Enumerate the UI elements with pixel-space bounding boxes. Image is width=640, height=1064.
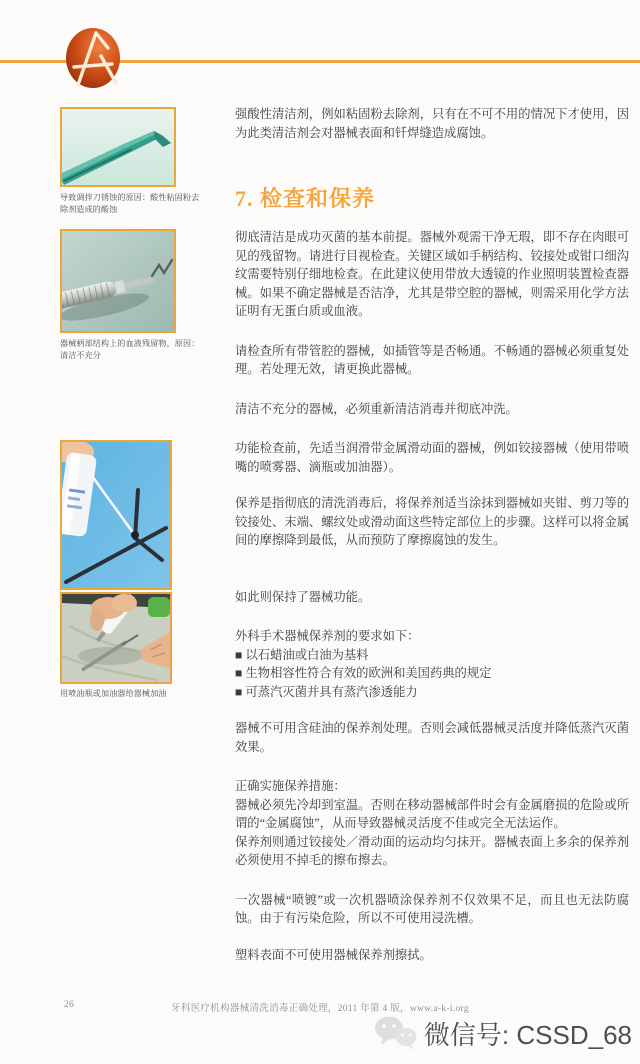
paragraph-function-kept: 如此则保持了器械功能。 (235, 589, 371, 604)
figure-4-caption: 用喷油瓶或加油器给器械加油 (60, 689, 167, 698)
paragraph-care-definition: 保养是指彻底的清洗消毒后，将保养剂适当涂抹到器械如夹钳、剪刀等的铰接处、末端、螺纹处或滑动面这些特定部位上的步骤。这样可以将金属间的摩擦降到最低，从而预防了摩擦腐蚀的发生。 (235, 496, 629, 547)
paragraph-acidic-cleaners: 强酸性清洁剂，例如粘固粉去除剂，只有在不可不用的情况下才使用，因为此类清洁剂会对器械表面和钎焊缝造成腐蚀。 (235, 107, 629, 140)
paragraph-reclean: 清洁不充分的器械，必须重新清洁消毒并彻底冲洗。 (235, 401, 518, 416)
paragraph-lubricate-before-check: 功能检查前，先适当润滑带金属滑动面的器械，例如铰接器械（使用带喷嘴的喷雾器、滴瓶或加油器）。 (235, 441, 629, 474)
list-item: ■ 可蒸汽灭菌并具有蒸汽渗透能力 (235, 684, 418, 699)
paragraph-care-procedure-title: 正确实施保养措施： (235, 779, 346, 793)
wechat-id-text: 微信号: CSSD_68 (423, 1019, 632, 1050)
main-text-column (235, 103, 629, 964)
footer-source-text: 牙科医疗机构器械清洗消毒正确处理，2011 年第 4 版，www.a-k-i.org (171, 1004, 469, 1014)
section-heading: 7. 检查和保养 (235, 186, 376, 211)
corroded-mixing-knife-photo (60, 107, 176, 187)
paragraph-spread-agent: 保养剂则通过铰接处／滑动面的运动均匀抹开。器械表面上多余的保养剂必须使用不掉毛的擦布擦去。 (235, 834, 629, 867)
oiling-instrument-photo (60, 592, 172, 684)
paragraph-spray-coating: 一次器械“喷镀”或一次机器喷涂保养剂不仅效果不足，而且也无法防腐蚀。由于有污染危险，所以不可使用浸洗槽。 (235, 892, 629, 925)
aki-logo-icon (64, 26, 122, 90)
paragraph-care-agent-requirements: 外科手术器械保养剂的要求如下： (235, 629, 420, 643)
list-item: ■ 生物相容性符合有效的欧洲和美国药典的规定 (235, 666, 492, 680)
paragraph-no-silicone: 器械不可用含硅油的保养剂处理。否则会减低器械灵活度并降低蒸汽灭菌效果。 (235, 721, 629, 754)
page-number: 26 (64, 1000, 75, 1010)
paragraph-visual-inspection: 彻底清洁是成功灭菌的基本前提。器械外观需干净无瑕，即不存在肉眼可见的残留物。请进行目视检查。关键区域如手柄结构、铰接处或钳口细沟纹需要特别仔细地检查。在此建议使用带放大透镜的作业照明装置检查器械。如果不确定器械是否洁净，尤其是带空腔的器械，则需采用化学方法证明有无蛋白质或血液。 (235, 230, 629, 318)
figure-2-caption: 器械柄部结构上的血液残留物，原因：清洁不充分 (60, 339, 200, 360)
figure-1-caption: 导致调拌刀锈蚀的原因：酸性粘固粉去除剂造成的酸蚀 (60, 193, 200, 214)
paragraph-lumen-check: 请检查所有带管腔的器械，如插管等是否畅通。不畅通的器械必须重复处理。若处理无效，请更换此器械。 (235, 343, 629, 376)
paragraph-cool-down: 器械必须先冷却到室温。否则在移动器械部件时会有金属磨损的危险或所谓的“金属腐蚀”，从而导致器械灵活度不佳或完全无法运作。 (235, 797, 629, 830)
wechat-icon (373, 1014, 419, 1052)
care-agent-requirement-list (235, 646, 629, 702)
wechat-watermark (373, 1014, 632, 1052)
spraying-scissors-joint-photo (60, 440, 172, 590)
paragraph-plastic-surfaces: 塑料表面不可使用器械保养剂擦拭。 (235, 947, 432, 962)
blood-residue-handle-photo (60, 229, 176, 333)
list-item: ■ 以石蜡油或白油为基料 (235, 647, 369, 662)
